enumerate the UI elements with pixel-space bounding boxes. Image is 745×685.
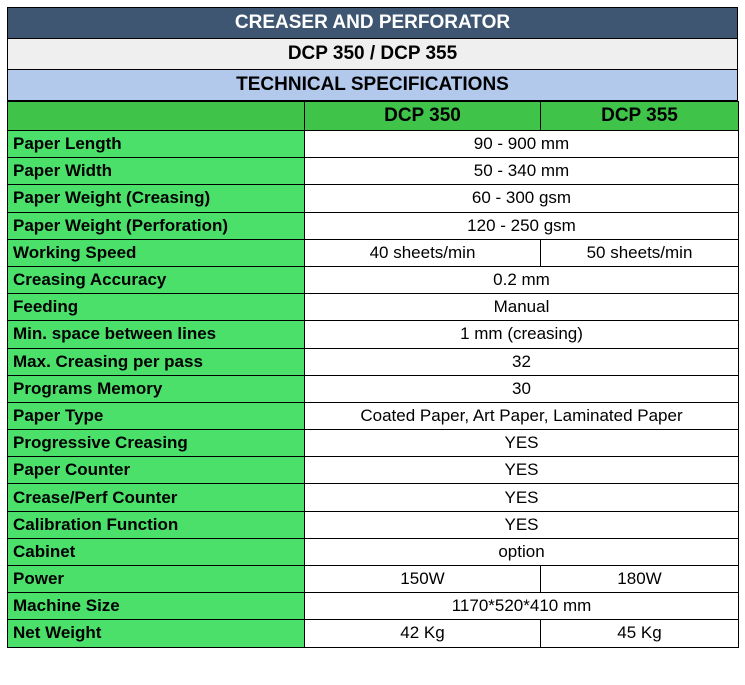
spec-label: Feeding bbox=[8, 294, 305, 321]
spec-table bbox=[7, 101, 739, 648]
spec-value: 90 - 900 mm bbox=[305, 131, 739, 158]
spec-row bbox=[8, 321, 739, 348]
spec-value: 0.2 mm bbox=[305, 266, 739, 293]
spec-label: Paper Length bbox=[8, 131, 305, 158]
spec-label: Progressive Creasing bbox=[8, 430, 305, 457]
spec-row bbox=[8, 266, 739, 293]
spec-row bbox=[8, 294, 739, 321]
spec-label: Calibration Function bbox=[8, 511, 305, 538]
spec-value: 50 - 340 mm bbox=[305, 158, 739, 185]
spec-value: 180W bbox=[541, 566, 739, 593]
spec-row bbox=[8, 620, 739, 647]
spec-row bbox=[8, 566, 739, 593]
spec-row bbox=[8, 511, 739, 538]
spec-row bbox=[8, 375, 739, 402]
spec-row bbox=[8, 457, 739, 484]
spec-row bbox=[8, 538, 739, 565]
spec-value: YES bbox=[305, 484, 739, 511]
spec-label: Machine Size bbox=[8, 593, 305, 620]
column-header-blank bbox=[8, 102, 305, 131]
spec-label: Paper Counter bbox=[8, 457, 305, 484]
spec-value: 60 - 300 gsm bbox=[305, 185, 739, 212]
spec-label: Paper Type bbox=[8, 402, 305, 429]
spec-sheet bbox=[7, 7, 738, 648]
spec-label: Programs Memory bbox=[8, 375, 305, 402]
spec-value: 42 Kg bbox=[305, 620, 541, 647]
spec-value: YES bbox=[305, 511, 739, 538]
spec-row bbox=[8, 212, 739, 239]
column-header-dcp350: DCP 350 bbox=[305, 102, 541, 131]
spec-row bbox=[8, 158, 739, 185]
section-heading: TECHNICAL SPECIFICATIONS bbox=[7, 70, 738, 101]
spec-value: YES bbox=[305, 457, 739, 484]
spec-value: 30 bbox=[305, 375, 739, 402]
spec-row bbox=[8, 402, 739, 429]
spec-value: 1170*520*410 mm bbox=[305, 593, 739, 620]
spec-label: Working Speed bbox=[8, 239, 305, 266]
spec-row bbox=[8, 185, 739, 212]
spec-label: Net Weight bbox=[8, 620, 305, 647]
spec-value: 40 sheets/min bbox=[305, 239, 541, 266]
model-heading: DCP 350 / DCP 355 bbox=[7, 39, 738, 70]
spec-value: Manual bbox=[305, 294, 739, 321]
column-header-row bbox=[8, 102, 739, 131]
spec-value: 1 mm (creasing) bbox=[305, 321, 739, 348]
spec-value: 50 sheets/min bbox=[541, 239, 739, 266]
spec-label: Paper Width bbox=[8, 158, 305, 185]
spec-row bbox=[8, 593, 739, 620]
spec-value: 32 bbox=[305, 348, 739, 375]
document-title: CREASER AND PERFORATOR bbox=[7, 7, 738, 39]
spec-value: 150W bbox=[305, 566, 541, 593]
spec-value: YES bbox=[305, 430, 739, 457]
spec-label: Paper Weight (Creasing) bbox=[8, 185, 305, 212]
spec-row bbox=[8, 239, 739, 266]
column-header-dcp355: DCP 355 bbox=[541, 102, 739, 131]
spec-label: Cabinet bbox=[8, 538, 305, 565]
spec-label: Creasing Accuracy bbox=[8, 266, 305, 293]
spec-row bbox=[8, 348, 739, 375]
spec-label: Max. Creasing per pass bbox=[8, 348, 305, 375]
spec-label: Paper Weight (Perforation) bbox=[8, 212, 305, 239]
spec-value: 120 - 250 gsm bbox=[305, 212, 739, 239]
spec-value: option bbox=[305, 538, 739, 565]
spec-label: Crease/Perf Counter bbox=[8, 484, 305, 511]
spec-value: Coated Paper, Art Paper, Laminated Paper bbox=[305, 402, 739, 429]
spec-value: 45 Kg bbox=[541, 620, 739, 647]
spec-label: Power bbox=[8, 566, 305, 593]
spec-row bbox=[8, 484, 739, 511]
spec-row bbox=[8, 430, 739, 457]
spec-label: Min. space between lines bbox=[8, 321, 305, 348]
spec-row bbox=[8, 131, 739, 158]
